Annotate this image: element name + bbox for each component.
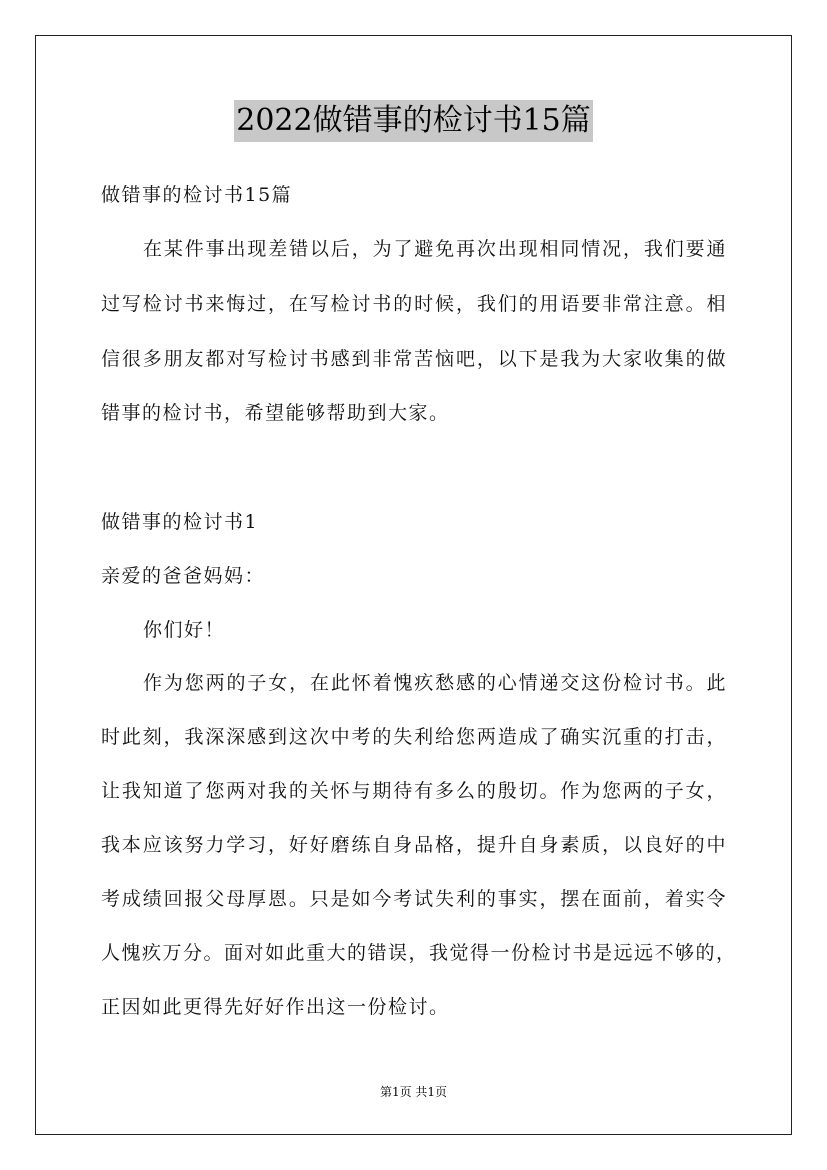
intro-line-3: 信很多朋友都对写检讨书感到非常苦恼吧，以下是我为大家收集的做: [101, 348, 727, 370]
body-line-7: 正因如此更得先好好作出这一份检讨。: [101, 996, 450, 1018]
page-footer: [0, 1084, 827, 1100]
intro-line-4: 错事的检讨书，希望能够帮助到大家。: [101, 402, 450, 424]
intro-line-1: 在某件事出现差错以后，为了避免再次出现相同情况，我们要通: [143, 238, 727, 260]
body-line-1: 作为您两的子女，在此怀着愧疚愁感的心情递交这份检讨书。此: [143, 672, 727, 694]
document-title: 2022做错事的检讨书15篇: [234, 100, 593, 142]
section-heading: 做错事的检讨书1: [101, 511, 259, 533]
body-line-6: 人愧疚万分。面对如此重大的错误，我觉得一份检讨书是远远不够的，: [101, 942, 737, 964]
body-line-2: 时此刻，我深深感到这次中考的失利给您两造成了确实沉重的打击，: [101, 726, 727, 748]
intro-line-2: 过写检讨书来悔过，在写检讨书的时候，我们的用语要非常注意。相: [101, 293, 727, 315]
document-subtitle: 做错事的检讨书15篇: [101, 184, 293, 206]
salutation: 亲爱的爸爸妈妈：: [101, 565, 266, 587]
body-line-4: 我本应该努力学习，好好磨练自身品格，提升自身素质，以良好的中: [101, 834, 727, 856]
body-line-3: 让我知道了您两对我的关怀与期待有多么的殷切。作为您两的子女，: [101, 780, 727, 802]
title-container: [0, 100, 827, 142]
greeting: 你们好！: [143, 619, 226, 641]
page-number-label: 第1页 共1页: [379, 1085, 448, 1099]
body-line-5: 考成绩回报父母厚恩。只是如今考试失利的事实，摆在面前，着实令: [101, 888, 727, 910]
